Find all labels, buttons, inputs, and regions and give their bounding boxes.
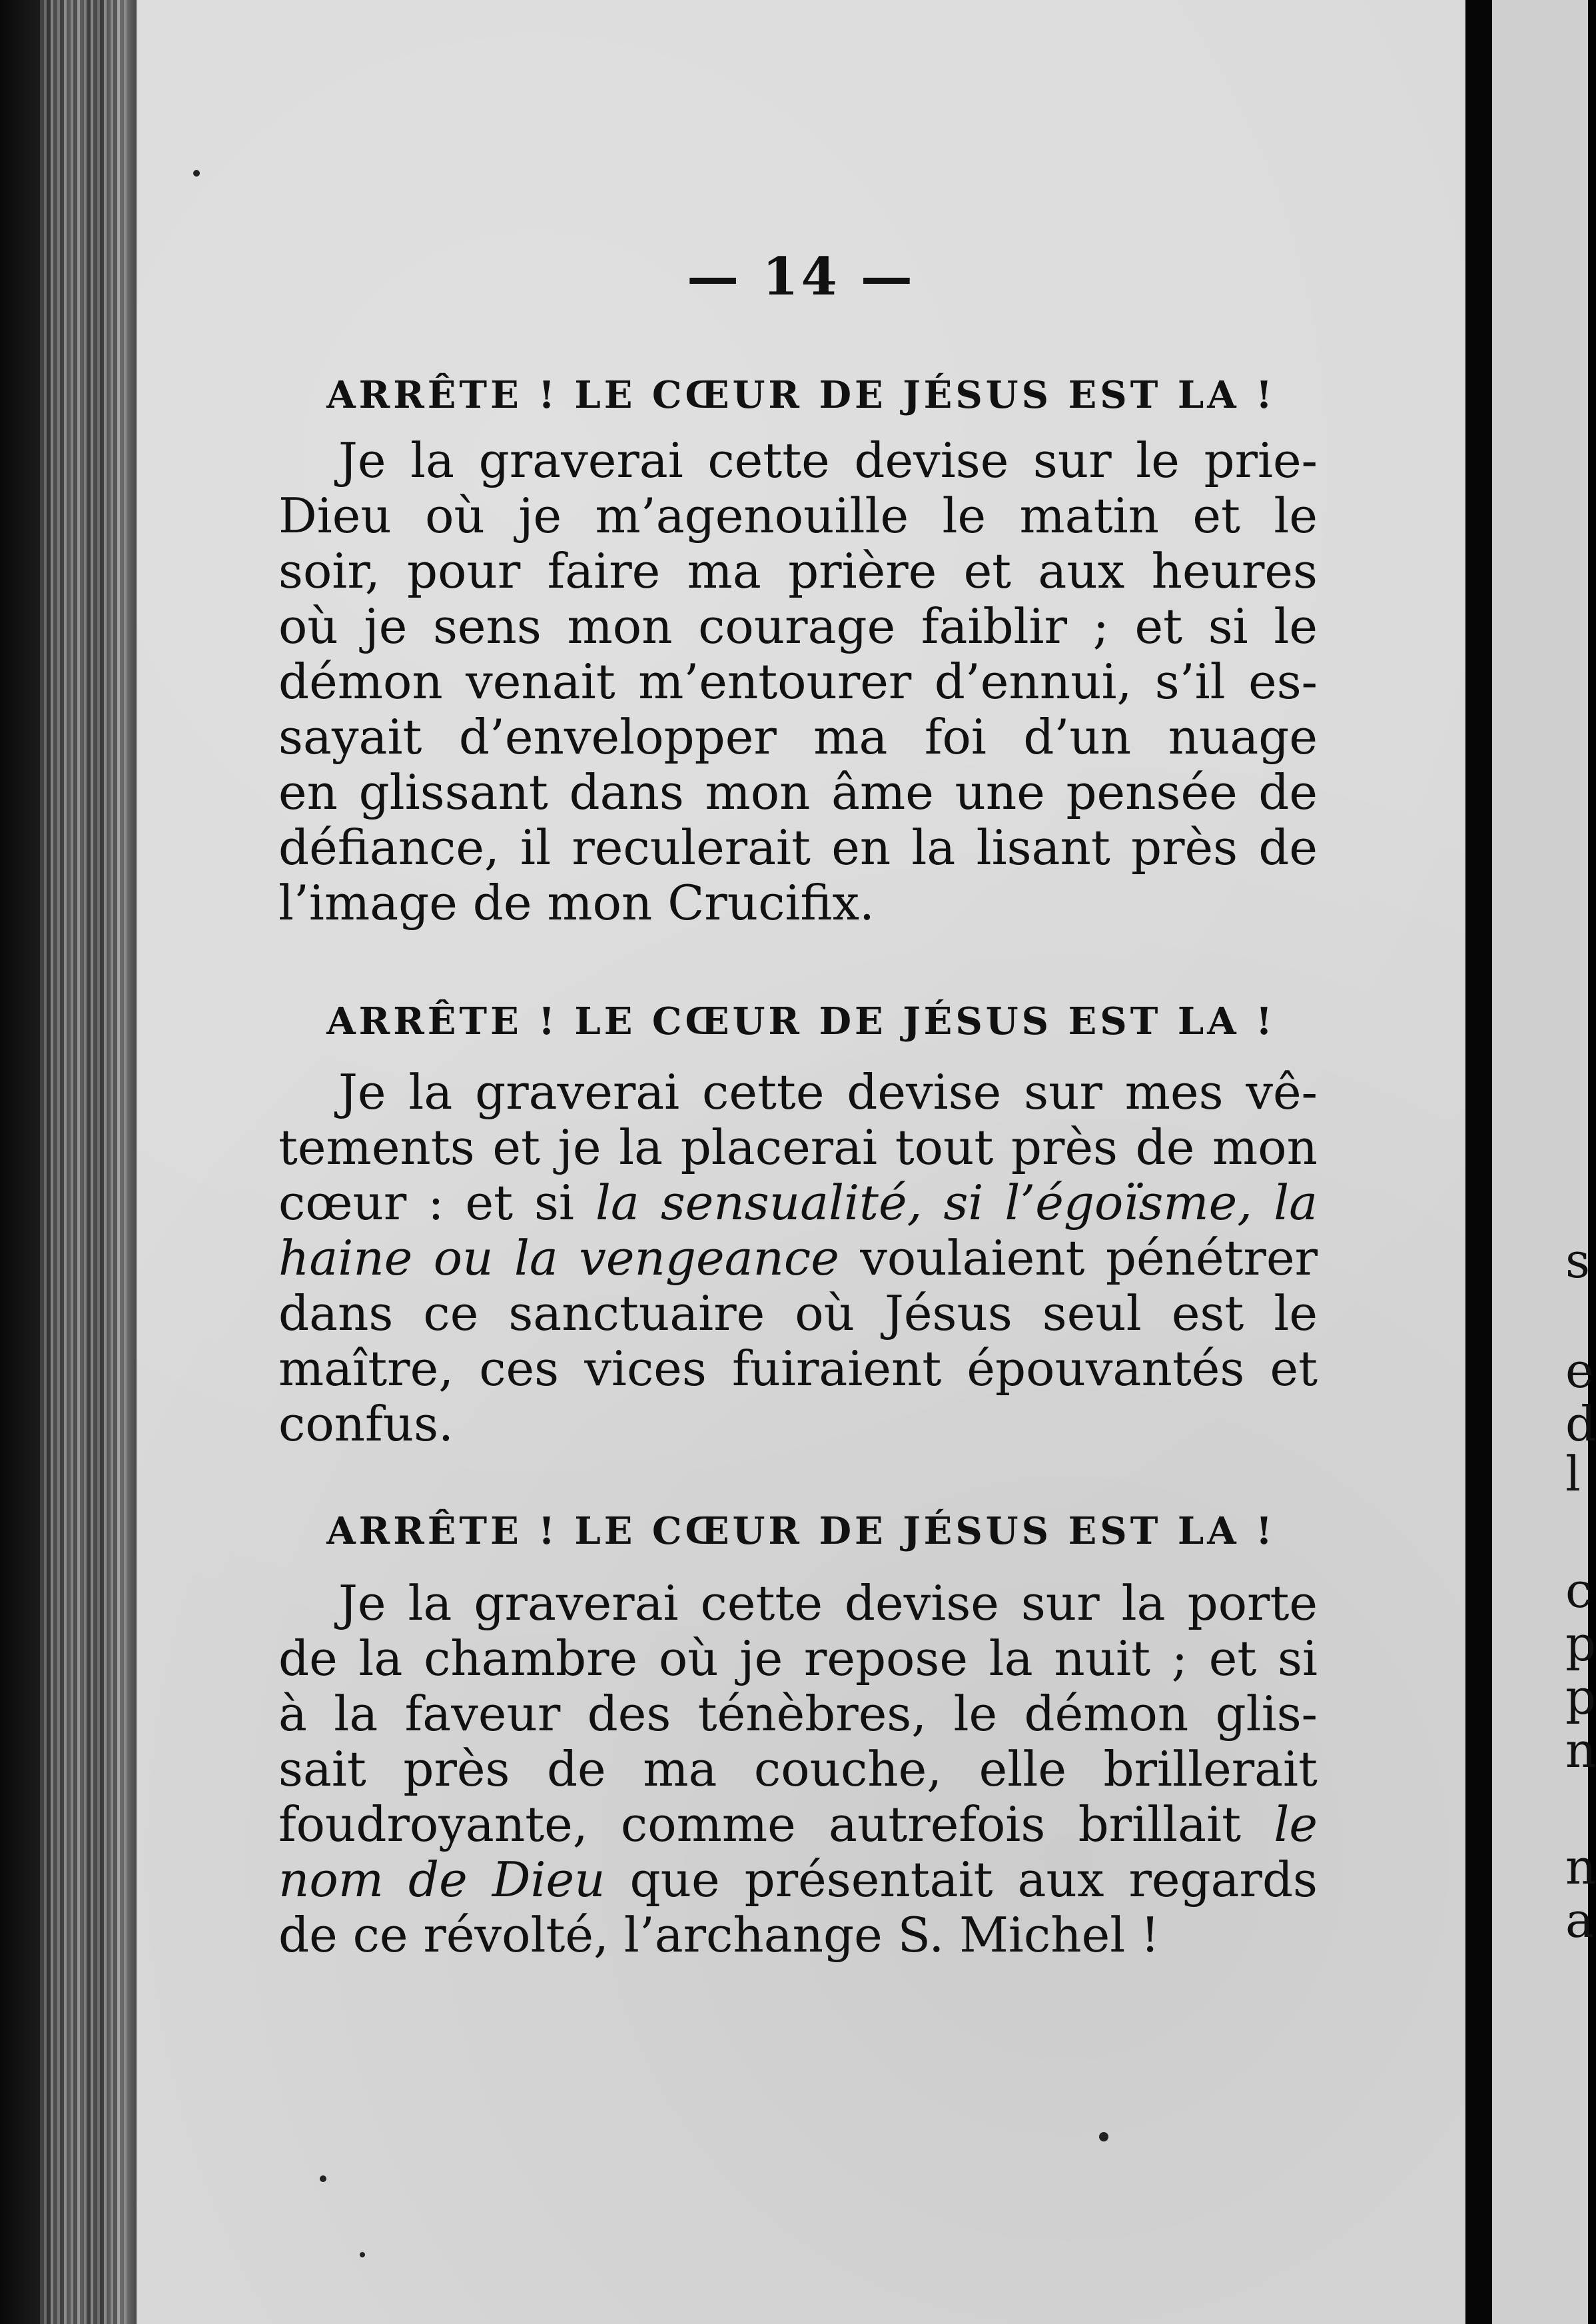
- paper-speck: [360, 2252, 365, 2257]
- text-line-mixed: cœur : et si la sensualité, si l’égoïsme, la: [278, 1175, 1318, 1231]
- adjacent-page-letter: l: [1565, 1446, 1581, 1502]
- italic-run: haine ou la vengeance: [278, 1230, 839, 1286]
- adjacent-page-letter: e: [1565, 1343, 1594, 1399]
- text-line-mixed: haine ou la vengeance voulaient pénétrer: [278, 1230, 1318, 1286]
- text-line: tements et je la placerai tout près de mon: [278, 1119, 1318, 1175]
- text-line: démon venait m’entourer d’ennui, s’il es-: [278, 654, 1318, 710]
- text-line: sait près de ma couche, elle brillerait: [278, 1741, 1318, 1797]
- text-line-mixed: foudroyante, comme autrefois brillait le: [278, 1796, 1318, 1852]
- text-line: soir, pour faire ma prière et aux heures: [278, 543, 1318, 599]
- text-line: l’image de mon Crucifix.: [278, 875, 875, 931]
- paper-speck: [320, 2175, 326, 2182]
- italic-run: la: [1274, 1175, 1318, 1231]
- text-line: Je la graverai cette devise sur mes vê-: [338, 1064, 1318, 1120]
- adjacent-page-letter: a: [1565, 1892, 1594, 1948]
- adjacent-page-letter: d: [1565, 1396, 1596, 1452]
- paragraph-1: [278, 433, 1318, 931]
- text-line: défiance, il reculerait en la lisant près de: [278, 820, 1318, 875]
- text-line: de la chambre où je repose la nuit ; et si: [278, 1630, 1318, 1686]
- adjacent-page-letter: n: [1565, 1722, 1596, 1778]
- section-heading-2: ARRÊTE ! LE CŒUR DE JÉSUS EST LA !: [326, 999, 1276, 1043]
- italic-run: la sensualité,: [595, 1175, 923, 1231]
- paragraph-2: [278, 1065, 1318, 1452]
- adjacent-page-letter: p: [1565, 1669, 1596, 1725]
- italic-run: nom de Dieu: [278, 1852, 605, 1908]
- text-line: maître, ces vices fuiraient épouvantés et: [278, 1341, 1318, 1397]
- italic-run: si l’égoïsme,: [943, 1175, 1253, 1231]
- text-line: sayait d’envelopper ma foi d’un nuage: [278, 709, 1318, 765]
- text-line-mixed: nom de Dieu que présentait aux regards: [278, 1852, 1318, 1908]
- text-line: en glissant dans mon âme une pensée de: [278, 764, 1318, 820]
- paper-speck: [193, 170, 200, 177]
- paper-speck: [1099, 2132, 1108, 2141]
- text-line: où je sens mon courage faiblir ; et si le: [278, 598, 1318, 654]
- text-line: de ce révolté, l’archange S. Michel !: [278, 1907, 1160, 1963]
- text-line: Dieu où je m’agenouille le matin et le: [278, 488, 1318, 544]
- text-line: dans ce sanctuaire où Jésus seul est le: [278, 1285, 1318, 1341]
- page-stack-edges: [40, 0, 127, 2324]
- adjacent-page-edge: [1492, 0, 1588, 2324]
- adjacent-page-letter: s: [1565, 1233, 1590, 1289]
- adjacent-page-letter: c: [1565, 1562, 1593, 1618]
- section-heading-1: ARRÊTE ! LE CŒUR DE JÉSUS EST LA !: [326, 373, 1276, 417]
- text-line: à la faveur des ténèbres, le démon glis-: [278, 1686, 1318, 1742]
- italic-run: le: [1274, 1796, 1318, 1852]
- section-heading-3: ARRÊTE ! LE CŒUR DE JÉSUS EST LA !: [326, 1509, 1276, 1553]
- book-gutter: [1465, 0, 1492, 2324]
- page-number: — 14 —: [687, 247, 915, 307]
- paragraph-3: [278, 1576, 1318, 1963]
- adjacent-page-letter: p: [1565, 1616, 1596, 1672]
- text-line: Je la graverai cette devise sur le prie-: [338, 432, 1318, 488]
- adjacent-page-letter: n: [1565, 1839, 1596, 1895]
- text-line: confus.: [278, 1396, 454, 1452]
- text-line: Je la graverai cette devise sur la porte: [338, 1575, 1318, 1631]
